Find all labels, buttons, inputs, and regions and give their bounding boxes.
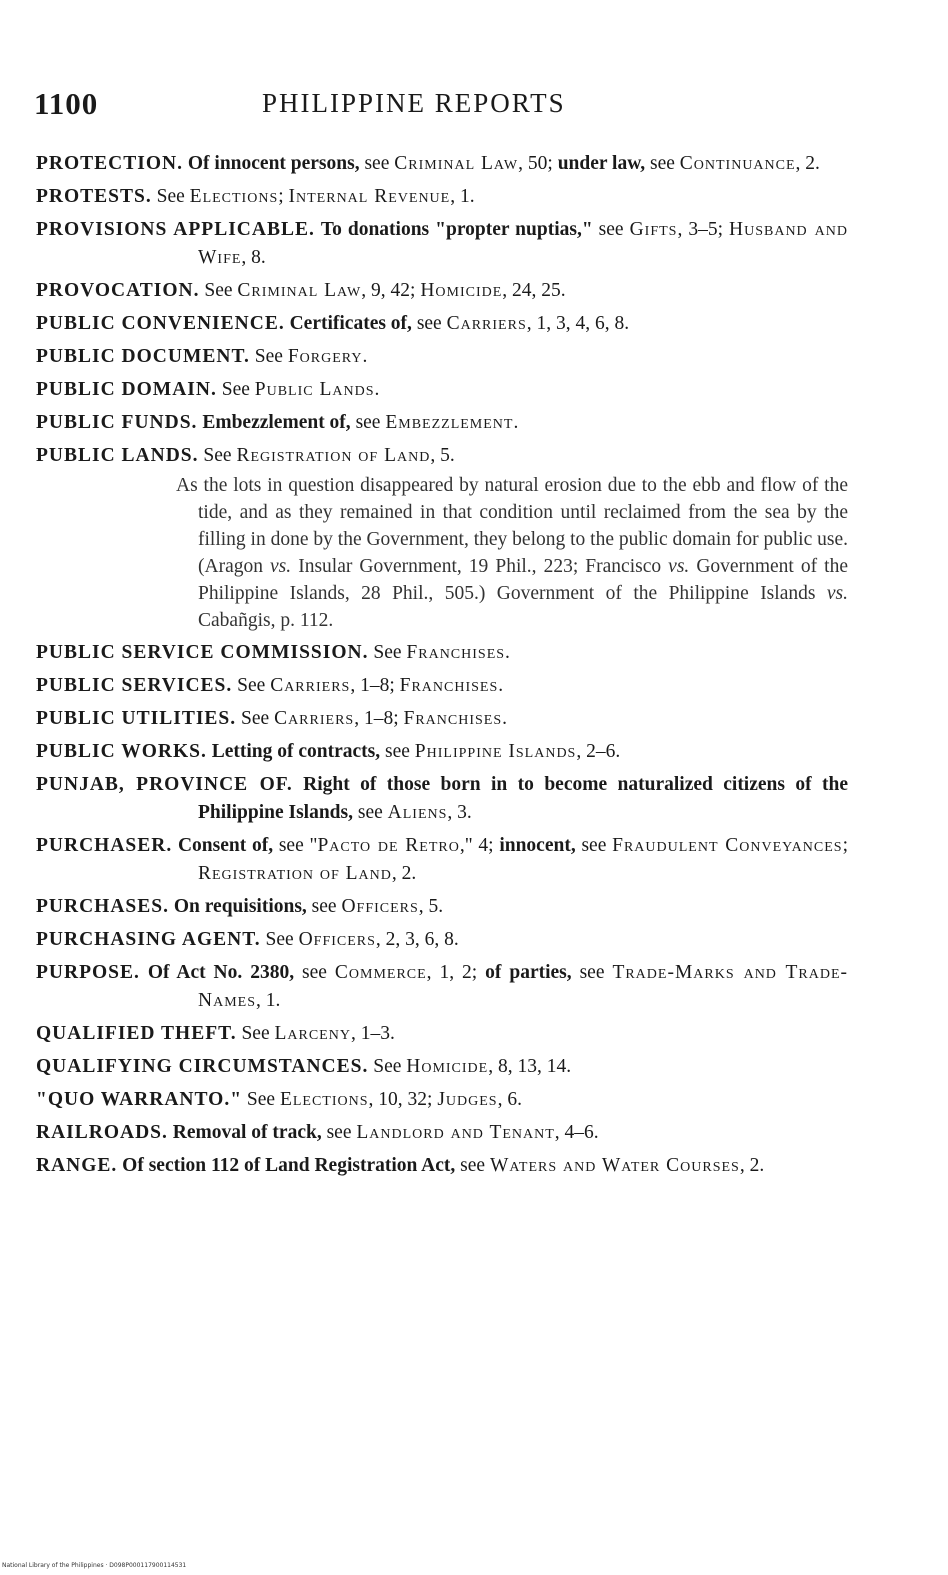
page-header <box>34 86 854 130</box>
cross-reference: Franchises <box>406 642 506 663</box>
scan-footer: National Library of the Philippines · D098P000117900114531 <box>2 1562 187 1569</box>
entry-heading: PURPOSE. <box>36 962 140 983</box>
entry-heading: QUALIFYING CIRCUMSTANCES. <box>36 1056 369 1077</box>
entry-heading: PROTESTS. <box>36 186 152 207</box>
entry-heading: PROVISIONS APPLICABLE. <box>36 219 315 240</box>
entry-heading: PUNJAB, PROVINCE OF. <box>36 774 293 795</box>
cross-reference: Waters and Water Courses <box>489 1155 740 1176</box>
cross-reference: Philippine Islands <box>414 741 577 762</box>
index-entries <box>36 150 848 1185</box>
index-entry-public-service-commission: PUBLIC SERVICE COMMISSION. See Franchises. <box>36 642 510 663</box>
entry-heading: PUBLIC SERVICES. <box>36 675 233 696</box>
index-entry-protests: PROTESTS. See Elections; Internal Revenue, 1. <box>36 186 475 207</box>
cross-reference: Officers <box>341 896 419 917</box>
index-entry-public-works: PUBLIC WORKS. Letting of contracts, see Philippine Islands, 2–6. <box>36 741 621 762</box>
entry-heading: QUALIFIED THEFT. <box>36 1023 237 1044</box>
index-entry-purchases: PURCHASES. On requisitions, see Officers, 5. <box>36 896 444 917</box>
cross-reference: Forgery <box>287 346 363 367</box>
index-entry-public-funds: PUBLIC FUNDS. Embezzlement of, see Embezzlement. <box>36 412 519 433</box>
index-entry-quo-warranto: "QUO WARRANTO." See Elections, 10, 32; Judges, 6. <box>36 1089 522 1110</box>
index-entry-range: RANGE. Of section 112 of Land Registration Act, see Waters and Water Courses, 2. <box>36 1155 765 1176</box>
index-entry-purpose: PURPOSE. Of Act No. 2380, see Commerce, 1, 2; of parties, see Trade-Marks and Trade-Names, 1. <box>36 962 849 1011</box>
entry-heading: RAILROADS. <box>36 1122 168 1143</box>
running-title: PHILIPPINE REPORTS <box>262 88 566 118</box>
page-number: 1100 <box>34 86 99 121</box>
cross-reference: Commerce <box>334 962 427 983</box>
index-entry-qualifying-circumstances: QUALIFYING CIRCUMSTANCES. See Homicide, 8, 13, 14. <box>36 1056 572 1077</box>
index-entry-provocation: PROVOCATION. See Criminal Law, 9, 42; Homicide, 24, 25. <box>36 280 566 301</box>
entry-heading: "QUO WARRANTO." <box>36 1089 243 1110</box>
entry-heading: PURCHASER. <box>36 835 173 856</box>
cross-reference: Fraudulent Conveyances <box>612 835 843 856</box>
entry-heading: PROTECTION. <box>36 153 183 174</box>
cross-reference: Carriers <box>274 708 355 729</box>
cross-reference: Continuance <box>679 153 796 174</box>
index-entry-railroads: RAILROADS. Removal of track, see Landlord and Tenant, 4–6. <box>36 1122 599 1143</box>
entry-heading: PUBLIC WORKS. <box>36 741 207 762</box>
entry-heading: PURCHASES. <box>36 896 169 917</box>
cross-reference: Criminal Law <box>237 280 362 301</box>
cross-reference: Registration of Land <box>236 445 431 466</box>
index-entry-protection: PROTECTION. Of innocent persons, see Criminal Law, 50; under law, see Continuance, 2. <box>36 153 820 174</box>
cross-reference: Embezzlement <box>385 412 514 433</box>
cross-reference: Judges <box>437 1089 498 1110</box>
cross-reference: Officers <box>298 929 376 950</box>
index-entry-punjab: PUNJAB, PROVINCE OF. Right of those born in to become naturalized citizens of the Philippine Islands, see Aliens, 3. <box>36 774 849 823</box>
cross-reference: Registration of Land <box>198 863 392 884</box>
cross-reference: Elections <box>189 186 279 207</box>
cross-reference: Criminal Law <box>394 153 519 174</box>
entry-heading: RANGE. <box>36 1155 118 1176</box>
index-entry-purchaser: PURCHASER. Consent of, see "Pacto de Retro," 4; innocent, see Fraudulent Conveyances; Registration of Land, 2. <box>36 835 849 884</box>
index-entry-public-domain: PUBLIC DOMAIN. See Public Lands. <box>36 379 380 400</box>
index-entry-provisions-applicable: PROVISIONS APPLICABLE. To donations "propter nuptias," see Gifts, 3–5; Husband and Wife, 8. <box>36 219 849 268</box>
cross-reference: Franchises <box>399 675 499 696</box>
entry-heading: PUBLIC DOMAIN. <box>36 379 217 400</box>
cross-reference: Gifts <box>629 219 678 240</box>
index-entry-purchasing-agent: PURCHASING AGENT. See Officers, 2, 3, 6, 8. <box>36 929 459 950</box>
index-entry-public-lands: PUBLIC LANDS. See Registration of Land, 5. <box>36 445 455 466</box>
cross-reference: Trade-Marks and Trade-Names <box>198 962 849 1011</box>
cross-reference: Husband and Wife <box>198 219 849 268</box>
index-entry-public-services: PUBLIC SERVICES. See Carriers, 1–8; Franchises. <box>36 675 504 696</box>
index-entry-qualified-theft: QUALIFIED THEFT. See Larceny, 1–3. <box>36 1023 395 1044</box>
cross-reference: Landlord and Tenant <box>356 1122 555 1143</box>
index-entry-public-utilities: PUBLIC UTILITIES. See Carriers, 1–8; Franchises. <box>36 708 508 729</box>
cross-reference: Carriers <box>270 675 351 696</box>
index-entry-public-document: PUBLIC DOCUMENT. See Forgery. <box>36 346 368 367</box>
cross-reference: Pacto de Retro <box>317 835 460 856</box>
index-entry-public-convenience: PUBLIC CONVENIENCE. Certificates of, see Carriers, 1, 3, 4, 6, 8. <box>36 313 630 334</box>
entry-heading: PROVOCATION. <box>36 280 200 301</box>
entry-heading: PURCHASING AGENT. <box>36 929 261 950</box>
entry-heading: PUBLIC CONVENIENCE. <box>36 313 285 334</box>
entry-heading: PUBLIC DOCUMENT. <box>36 346 250 367</box>
cross-reference: Franchises <box>403 708 503 729</box>
cross-reference: Internal Revenue <box>288 186 451 207</box>
cross-reference: Larceny <box>274 1023 351 1044</box>
entry-heading: PUBLIC UTILITIES. <box>36 708 237 729</box>
public-lands-paragraph: As the lots in question disappeared by natural erosion due to the ebb and flow of the tide, and as they remained in that condition until reclaimed from the sea by the filling in done by the Government, they belong to the public domain for public use. (Aragon vs. Insular Government, 19 Phil., 223; Francisco vs. Government of the Philippine Islands, 28 Phil., 505.) Government of the Philippine Islands vs. Cabañgis, p. 112. <box>176 475 848 631</box>
cross-reference: Public Lands <box>254 379 375 400</box>
cross-reference: Elections <box>279 1089 369 1110</box>
cross-reference: Aliens <box>387 802 448 823</box>
entry-heading: PUBLIC LANDS. <box>36 445 199 466</box>
entry-heading: PUBLIC FUNDS. <box>36 412 198 433</box>
cross-reference: Carriers <box>446 313 527 334</box>
cross-reference: Homicide <box>406 1056 489 1077</box>
entry-heading: PUBLIC SERVICE COMMISSION. <box>36 642 369 663</box>
cross-reference: Homicide <box>420 280 503 301</box>
